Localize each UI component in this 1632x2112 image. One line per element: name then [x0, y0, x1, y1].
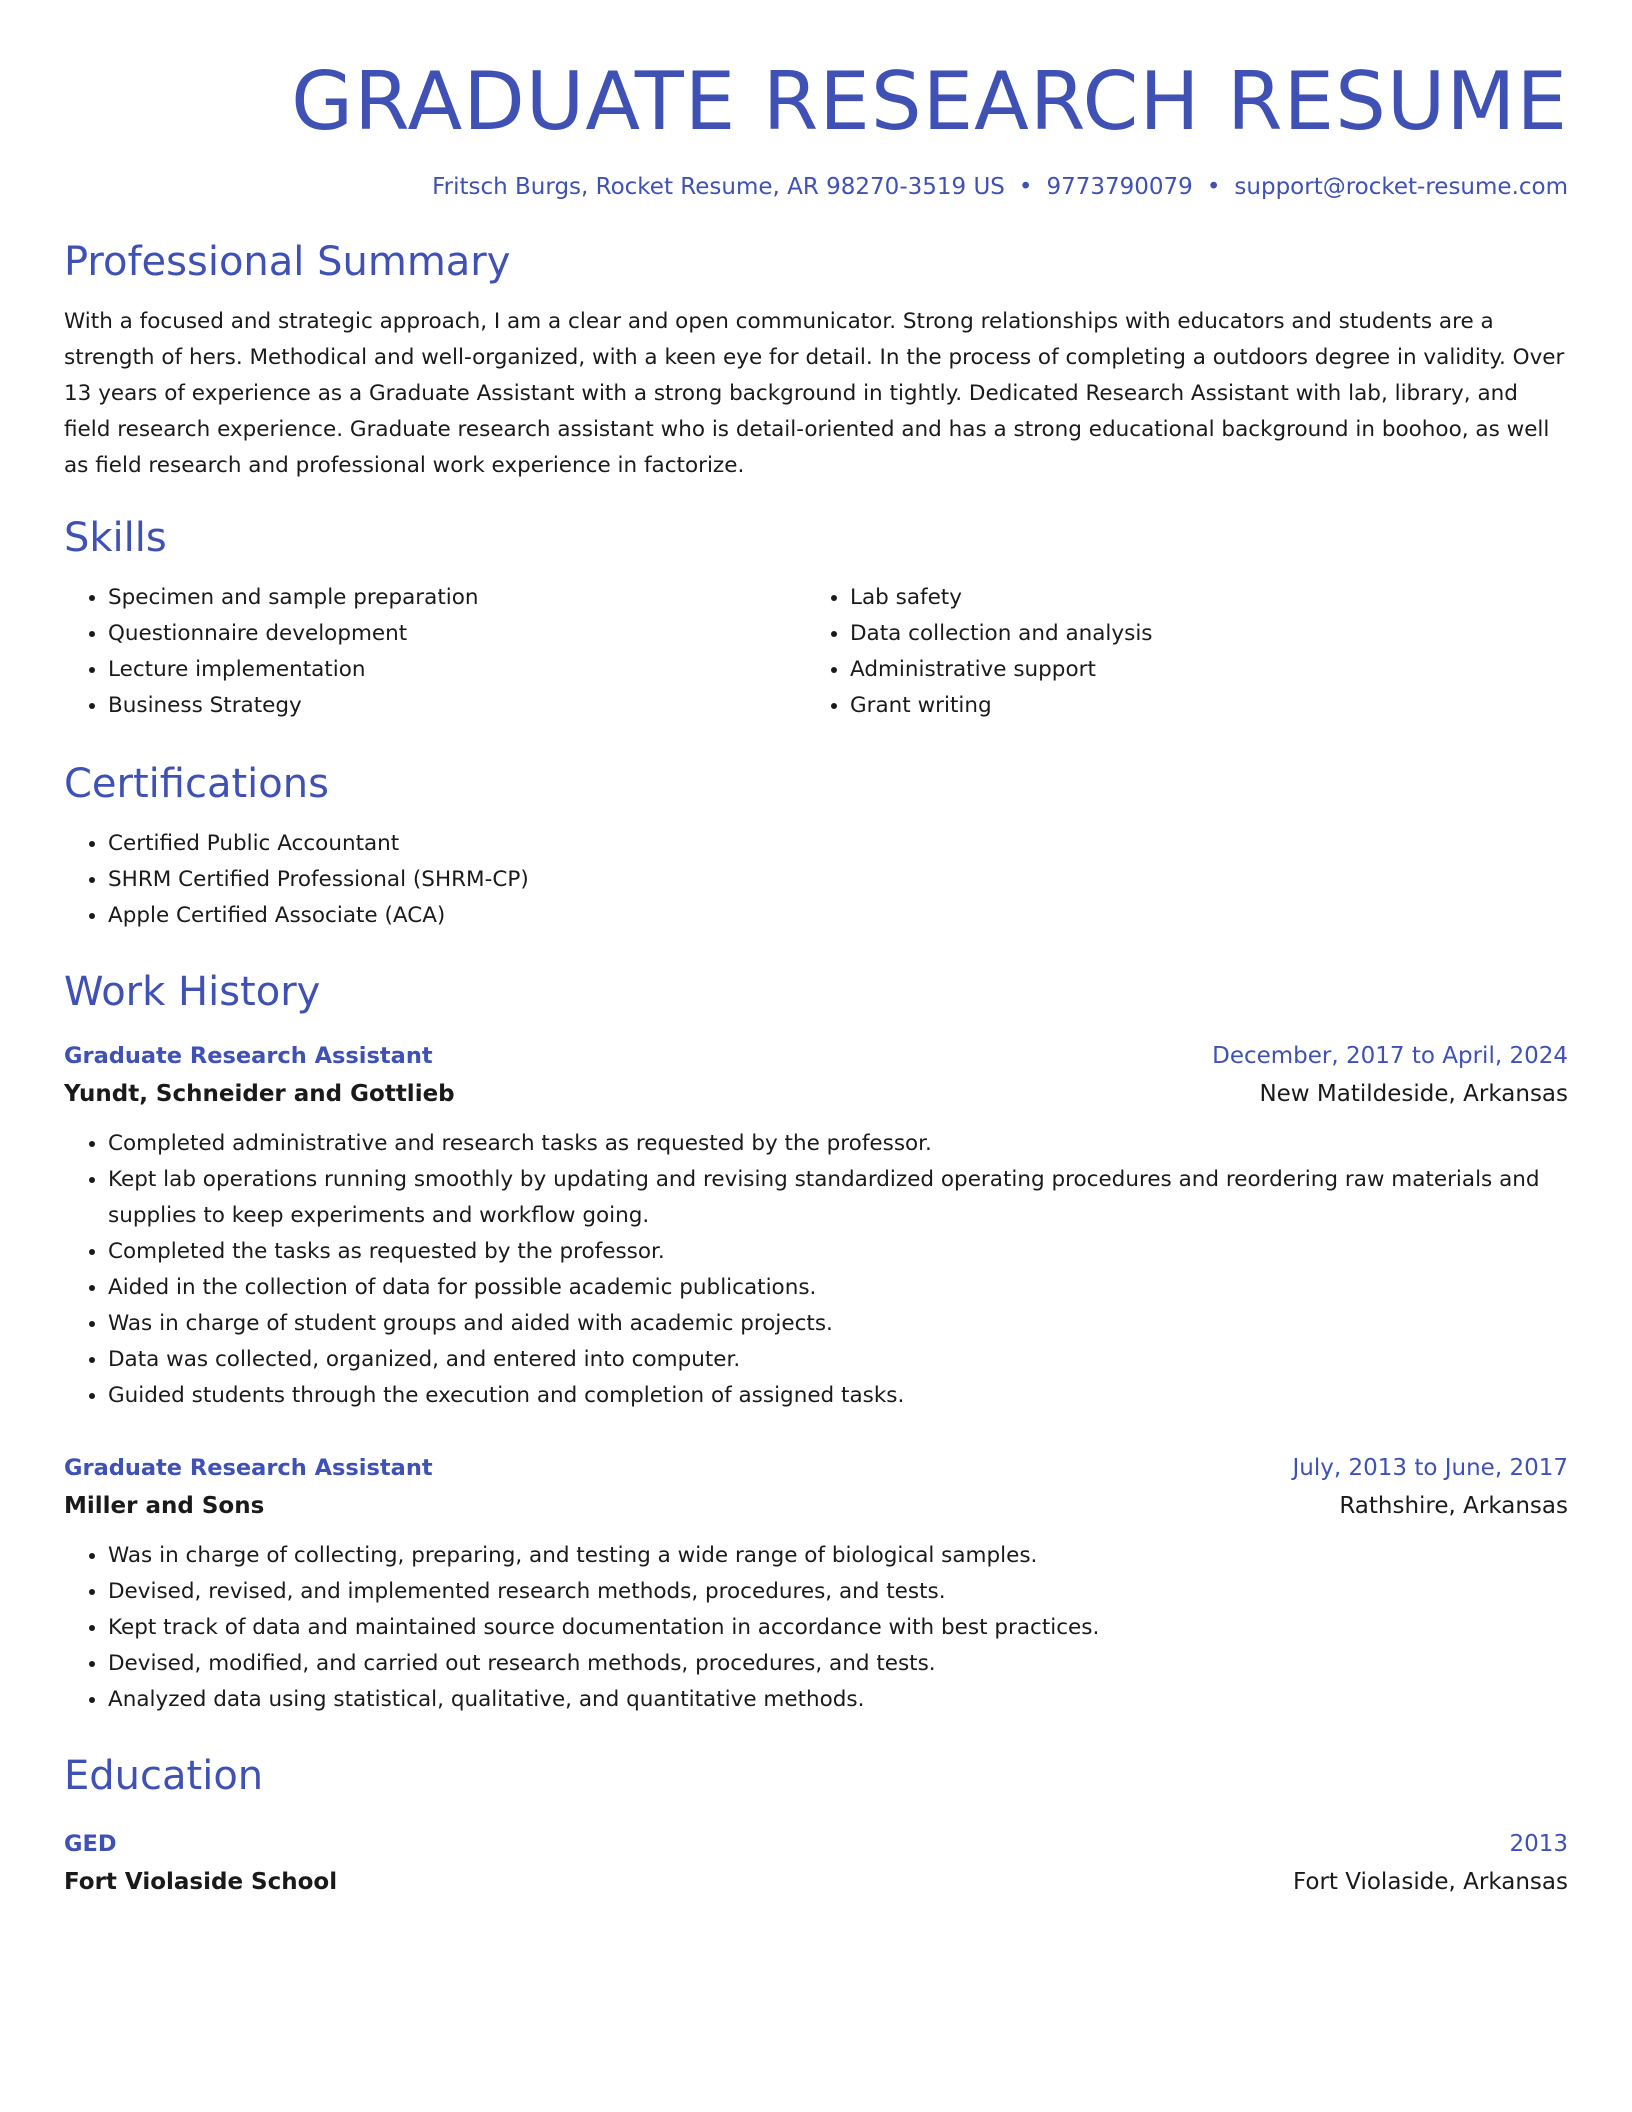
education-degree-row — [64, 1826, 1568, 1862]
job-bullet: • Data was collected, organized, and entered into computer. — [108, 1342, 1568, 1378]
job-location: New Matildeside, Arkansas — [1259, 1081, 1568, 1107]
job-entry — [64, 1450, 1568, 1718]
job-bullet: • Kept track of data and maintained source documentation in accordance with best practices. — [108, 1610, 1568, 1646]
summary-text: With a focused and strategic approach, I am a clear and open communicator. Strong relationships with educators and students are a strength of hers. Methodical and well-organized, with a keen eye for detail. In the process of completing a outdoors degree in validity. Over 13 years of experience as a Graduate Assistant with a strong background in tightly. Dedicated Research Assistant with lab, library, and field research experience. Graduate research assistant who is detail-oriented and has a strong educational background in boohoo, as well as field research and professional work experience in factorize. — [64, 309, 1565, 478]
job-company: Yundt, Schneider and Gottlieb — [64, 1081, 455, 1107]
education-year: 2013 — [1509, 1831, 1568, 1857]
contact-address: Fritsch Burgs, Rocket Resume, AR 98270-3519 US — [432, 174, 1005, 200]
education-heading: Education — [64, 1753, 264, 1799]
summary-heading: Professional Summary — [64, 239, 511, 285]
skills-grid — [64, 566, 1568, 724]
job-bullet: • Analyzed data using statistical, qualitative, and quantitative methods. — [108, 1682, 1568, 1718]
skill-item: • Questionnaire development — [108, 616, 816, 652]
contact-line — [64, 174, 1568, 200]
job-bullets — [64, 1538, 1568, 1718]
job-bullet: • Was in charge of student groups and aided with academic projects. — [108, 1306, 1568, 1342]
job-bullet: • Completed the tasks as requested by the professor. — [108, 1234, 1568, 1270]
certification-item: • Apple Certified Associate (ACA) — [108, 898, 1568, 934]
skill-item: • Administrative support — [850, 652, 1568, 688]
skills-list-left — [64, 580, 816, 724]
job-title-row — [64, 1450, 1568, 1486]
job-title: Graduate Research Assistant — [64, 1455, 433, 1481]
certification-item: • Certified Public Accountant — [108, 826, 1568, 862]
job-location: Rathshire, Arkansas — [1339, 1493, 1568, 1519]
education-school-row — [64, 1862, 1568, 1902]
skill-item: • Data collection and analysis — [850, 616, 1568, 652]
contact-separator: • — [1018, 174, 1033, 200]
job-bullet: • Was in charge of collecting, preparing, and testing a wide range of biological samples. — [108, 1538, 1568, 1574]
job-bullet: • Devised, modified, and carried out research methods, procedures, and tests. — [108, 1646, 1568, 1682]
contact-phone: 9773790079 — [1046, 174, 1193, 200]
skill-item: • Business Strategy — [108, 688, 816, 724]
job-bullet: • Kept lab operations running smoothly by updating and revising standardized operating procedures and reordering raw materials and supplies to keep experiments and workflow going. — [108, 1162, 1568, 1234]
skill-item: • Lab safety — [850, 580, 1568, 616]
job-company-row — [64, 1074, 1568, 1114]
job-bullet: • Guided students through the execution and completion of assigned tasks. — [108, 1378, 1568, 1414]
certifications-list — [64, 826, 1568, 934]
skill-item: • Lecture implementation — [108, 652, 816, 688]
job-bullet: • Devised, revised, and implemented research methods, procedures, and tests. — [108, 1574, 1568, 1610]
job-dates: December, 2017 to April, 2024 — [1212, 1043, 1568, 1069]
job-dates: July, 2013 to June, 2017 — [1292, 1455, 1568, 1481]
resume-title: GRADUATE RESEARCH RESUME — [291, 55, 1568, 148]
job-company: Miller and Sons — [64, 1493, 265, 1519]
education-degree: GED — [64, 1831, 117, 1857]
job-bullets — [64, 1126, 1568, 1414]
work-history-heading: Work History — [64, 969, 321, 1015]
skills-heading: Skills — [64, 515, 167, 561]
contact-separator: • — [1206, 174, 1221, 200]
certifications-heading: Certifications — [64, 761, 329, 807]
job-title-row — [64, 1038, 1568, 1074]
contact-email[interactable]: support@rocket-resume.com — [1234, 174, 1568, 200]
education-location: Fort Violaside, Arkansas — [1292, 1869, 1568, 1895]
education-school: Fort Violaside School — [64, 1869, 338, 1895]
skill-item: • Grant writing — [850, 688, 1568, 724]
job-company-row — [64, 1486, 1568, 1526]
job-bullet: • Aided in the collection of data for possible academic publications. — [108, 1270, 1568, 1306]
education-entry — [64, 1826, 1568, 1902]
resume-header — [64, 0, 1568, 200]
job-title: Graduate Research Assistant — [64, 1043, 433, 1069]
skills-list-right — [816, 580, 1568, 724]
skill-item: • Specimen and sample preparation — [108, 580, 816, 616]
certification-item: • SHRM Certified Professional (SHRM-CP) — [108, 862, 1568, 898]
job-bullet: • Completed administrative and research tasks as requested by the professor. — [108, 1126, 1568, 1162]
job-entry — [64, 1038, 1568, 1414]
